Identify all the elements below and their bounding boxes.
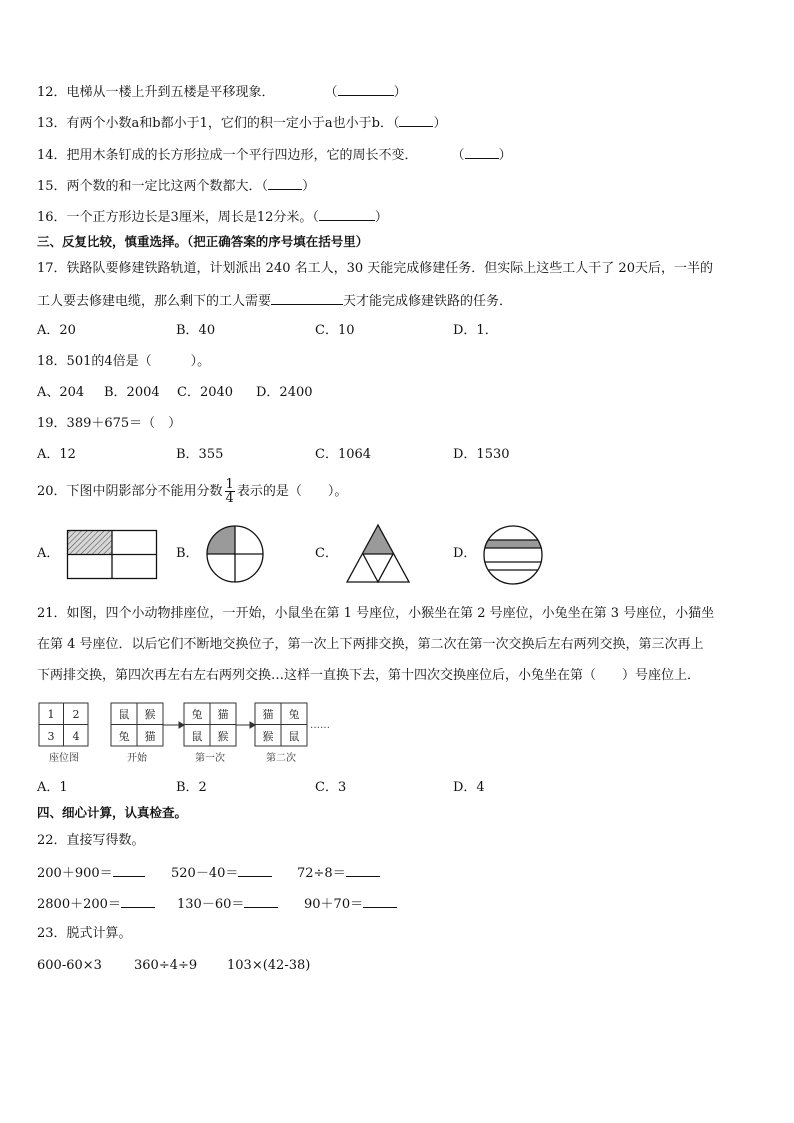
question-17-line-2: 工人要去修建电缆，那么剩下的工人需要 天才能完成修建铁路的任务． (37, 294, 513, 309)
animal-label: 猴 (144, 708, 156, 721)
animal-label: 猫 (144, 730, 156, 743)
question-16: 16．一个正方形边长是3厘米，周长是12分米。（ ） (37, 210, 388, 225)
question-13-text: 13．有两个小数a和b都小于1，它们的积一定小于a也小于b． (37, 116, 393, 131)
question-14-text: 14．把用木条钉成的长方形拉成一个平行四边形，它的周长不变． (37, 148, 418, 163)
q20-triangle-figure[interactable] (344, 523, 412, 585)
animal-label: 鼠 (191, 730, 203, 743)
question-12-text: 12．电梯从一楼上升到五楼是平移现象． (37, 85, 275, 100)
calc-item: 90＋70＝ (304, 895, 397, 913)
animal-label: 鼠 (288, 730, 300, 743)
q20-label-c[interactable]: C． (315, 546, 338, 561)
q20-circle-stripes-figure[interactable] (481, 524, 545, 586)
seat-number: 3 (47, 730, 55, 743)
answer-blank[interactable] (244, 895, 278, 908)
q19-option-d[interactable]: D．1530 (453, 447, 510, 462)
second-swap-caption: 第二次 (266, 753, 296, 764)
question-13: 13．有两个小数a和b都小于1，它们的积一定小于a也小于b．（ ） (37, 116, 447, 131)
seat-number: 4 (72, 730, 80, 743)
animal-label: 兔 (191, 708, 203, 721)
start-caption: 开始 (127, 753, 147, 764)
question-17-line-1: 17．铁路队要修建铁路轨道，计划派出 240 名工人，30 天能完成修建任务．但实际上这些工人干了 20天后，一半的 (37, 261, 713, 276)
question-21-line-2: 在第 4 号座位．以后它们不断地交换位子，第一次上下两排交换，第二次在第一次交换后左右两列交换，第三次再上 (37, 637, 704, 652)
first-swap-caption: 第一次 (195, 753, 225, 764)
seat-swap-diagram (36, 700, 336, 766)
expression-item: 600-60×3 (37, 958, 102, 973)
answer-blank[interactable] (399, 114, 433, 127)
section-4-heading: 四、细心计算，认真检查。 (37, 805, 188, 820)
question-22: 22．直接写得数。 (37, 833, 145, 848)
calc-item: 200＋900＝ (37, 864, 145, 882)
answer-blank[interactable] (338, 83, 394, 96)
q17-option-d[interactable]: D．1． (453, 323, 498, 338)
animal-label: 兔 (288, 708, 300, 721)
seat-number: 2 (72, 708, 80, 721)
question-19: 19．389＋675＝（ ） (37, 416, 182, 431)
q17-option-a[interactable]: A．20 (37, 323, 76, 338)
q19-option-b[interactable]: B．355 (176, 447, 224, 462)
answer-blank[interactable] (113, 864, 145, 877)
animal-label: 猴 (262, 730, 274, 743)
animal-label: 兔 (118, 730, 130, 743)
q20-label-a[interactable]: A． (37, 546, 60, 561)
question-15: 15．两个数的和一定比这两个数都大．（ ） (37, 179, 316, 194)
shaded-strip (481, 540, 545, 548)
shaded-quarter (363, 525, 393, 554)
answer-blank[interactable] (268, 177, 302, 190)
q18-option-a[interactable]: A、204 (37, 385, 85, 400)
ellipsis: …… (310, 720, 330, 731)
expression-item: 360÷4÷9 (134, 958, 198, 973)
question-12: 12．电梯从一楼上升到五楼是平移现象． （ ） (37, 85, 407, 100)
shaded-quarter (68, 531, 113, 555)
question-21-line-3: 下两排交换，第四次再左右左右两列交换…这样一直换下去，第十四次交换座位后，小兔坐在第（ ）号座位上． (37, 668, 701, 683)
animal-label: 猫 (262, 708, 274, 721)
answer-blank[interactable] (271, 292, 343, 305)
animal-label: 鼠 (118, 708, 130, 721)
calc-item: 2800＋200＝ (37, 895, 155, 913)
animal-label: 猴 (217, 730, 229, 743)
question-20: 20．下图中阴影部分不能用分数 $\frac{1}{4}$ 表示的是（ ）。 (37, 477, 348, 506)
q21-option-c[interactable]: C．3 (315, 780, 347, 795)
q18-option-c[interactable]: C．2040 (177, 385, 234, 400)
question-15-text: 15．两个数的和一定比这两个数都大． (37, 179, 262, 194)
question-23: 23．脱式计算。 (37, 926, 132, 941)
seat-caption: 座位图 (49, 753, 79, 764)
answer-blank[interactable] (465, 146, 499, 159)
q18-option-d[interactable]: D．2400 (256, 385, 313, 400)
q21-option-d[interactable]: D．4 (453, 780, 485, 795)
q20-circle-quarters-figure[interactable] (205, 524, 265, 584)
q19-option-a[interactable]: A．12 (37, 447, 76, 462)
calc-item: 72÷8＝ (297, 864, 380, 882)
answer-blank[interactable] (363, 895, 397, 908)
q21-option-a[interactable]: A．1 (37, 780, 68, 795)
q20-label-b[interactable]: B． (176, 546, 199, 561)
q21-option-b[interactable]: B．2 (176, 780, 207, 795)
q19-option-c[interactable]: C．1064 (315, 447, 372, 462)
q20-rectangle-figure[interactable] (66, 529, 158, 581)
animal-label: 猫 (217, 708, 229, 721)
q17-option-b[interactable]: B．40 (176, 323, 216, 338)
question-14: 14．把用木条钉成的长方形拉成一个平行四边形，它的周长不变． （ ） (37, 148, 512, 163)
answer-blank[interactable] (346, 864, 380, 877)
calc-item: 130－60＝ (177, 895, 278, 913)
fraction: $\frac{1}{4}$ (225, 477, 234, 506)
q18-option-b[interactable]: B．2004 (104, 385, 160, 400)
calc-item: 520－40＝ (171, 864, 272, 882)
seat-number: 1 (47, 708, 55, 721)
section-3-heading: 三、反复比较，慎重选择。（把正确答案的序号填在括号里） (37, 234, 369, 249)
answer-blank[interactable] (238, 864, 272, 877)
q17-option-c[interactable]: C．10 (315, 323, 355, 338)
answer-blank[interactable] (319, 208, 375, 221)
question-18: 18．501的4倍是（ ）。 (37, 354, 211, 369)
q20-label-d[interactable]: D． (453, 546, 477, 561)
answer-blank[interactable] (121, 895, 155, 908)
question-16-text: 16．一个正方形边长是3厘米，周长是12分米。 (37, 210, 313, 225)
question-21-line-1: 21．如图，四个小动物排座位，一开始，小鼠坐在第 1 号座位，小猴坐在第 2 号座位，小兔坐在第 3 号座位，小猫坐 (37, 606, 715, 621)
expression-item: 103×(42-38) (227, 958, 311, 973)
